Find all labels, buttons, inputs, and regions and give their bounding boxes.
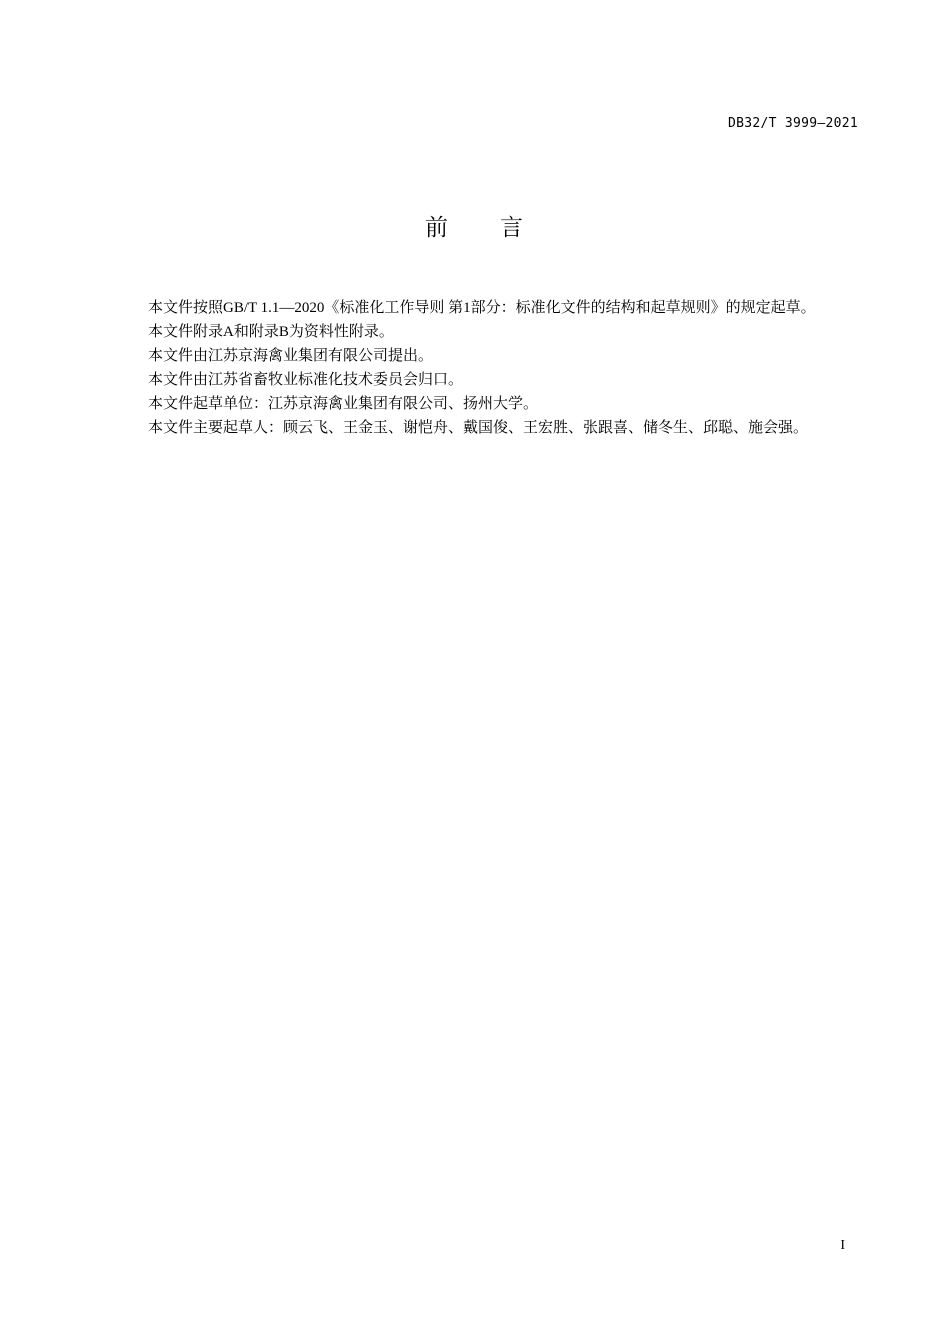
foreword-body bbox=[114, 296, 860, 440]
paragraph-centralized-by: 本文件由江苏省畜牧业标准化技术委员会归口。 bbox=[148, 372, 464, 388]
page-number: I bbox=[840, 1238, 845, 1253]
paragraph-drafting-units: 本文件起草单位：江苏京海禽业集团有限公司、扬州大学。 bbox=[148, 396, 539, 412]
paragraph-appendix: 本文件附录A和附录B为资料性附录。 bbox=[148, 324, 394, 340]
paragraph-drafting-rules: 本文件按照GB/T 1.1—2020《标准化工作导则 第1部分：标准化文件的结构和起草规则》的规定起草。 bbox=[148, 300, 816, 316]
paragraph-proposed-by: 本文件由江苏京海禽业集团有限公司提出。 bbox=[148, 348, 434, 364]
paragraph-drafters: 本文件主要起草人：顾云飞、王金玉、谢恺舟、戴国俊、王宏胜、张跟喜、储冬生、邱聪、施会强。 bbox=[148, 420, 809, 436]
page-title: 前 言 bbox=[425, 215, 525, 241]
document-code: DB32/T 3999—2021 bbox=[727, 116, 858, 131]
